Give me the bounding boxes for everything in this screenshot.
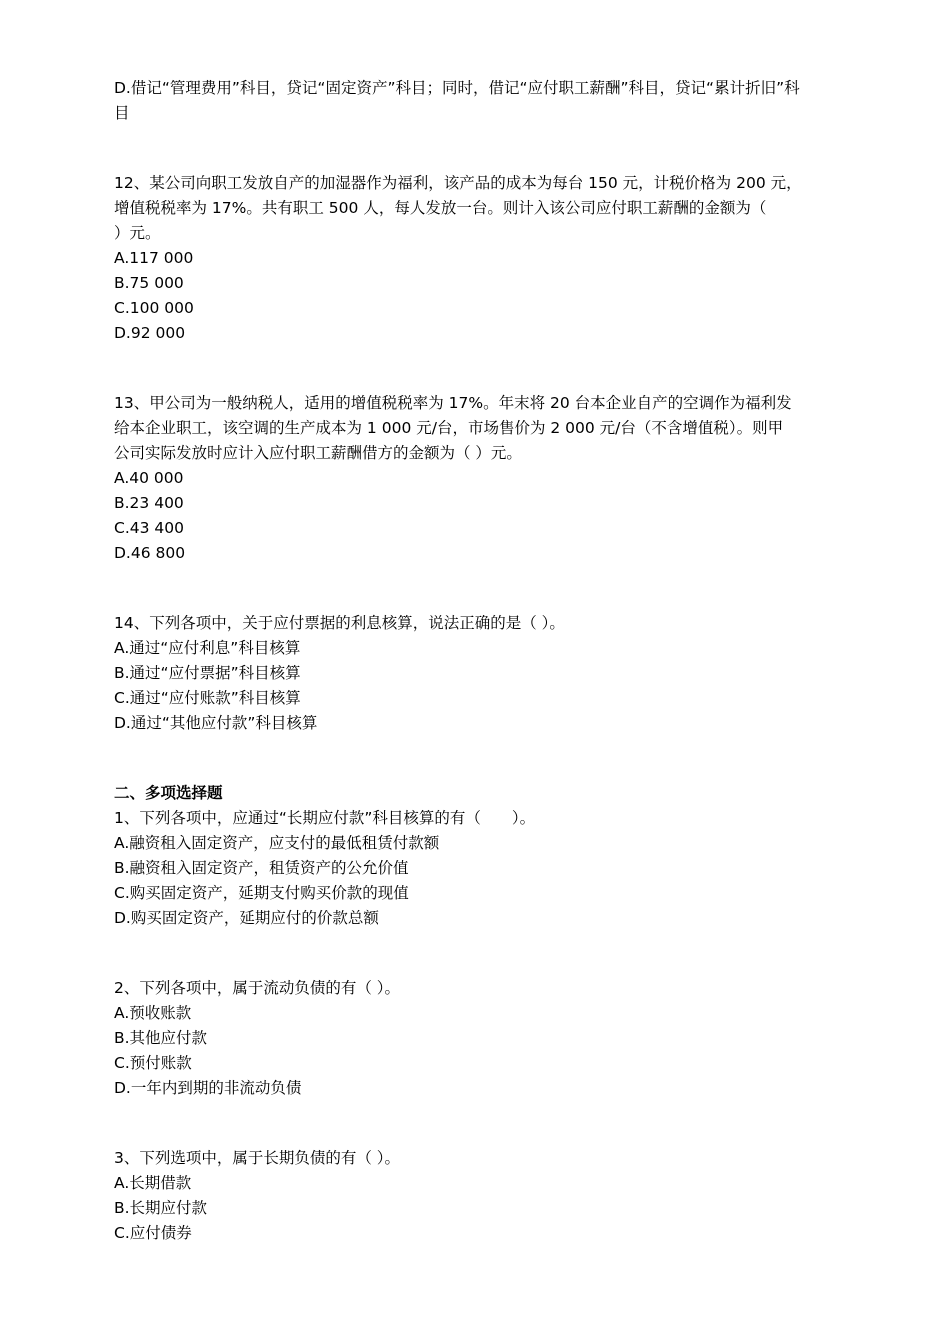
option-d: D.92 000 bbox=[114, 324, 186, 342]
question-14 bbox=[114, 611, 836, 736]
option-d: D.46 800 bbox=[114, 544, 186, 562]
question-13 bbox=[114, 391, 836, 566]
question-stem: 2、下列各项中，属于流动负债的有（ ）。 bbox=[114, 979, 401, 997]
question-stem: 13、甲公司为一般纳税人，适用的增值税税率为 17%。年末将 20 台本企业自产的空调作为福利发 bbox=[114, 394, 792, 412]
option-b: B.融资租入固定资产，租赁资产的公允价值 bbox=[114, 859, 409, 877]
question-m2 bbox=[114, 976, 836, 1101]
question-stem: 给本企业职工，该空调的生产成本为 1 000 元/台，市场售价为 2 000 元/台（不含增值税）。则甲 bbox=[114, 419, 784, 437]
question-stem: 公司实际发放时应计入应付职工薪酬借方的金额为（ ）元。 bbox=[114, 444, 522, 462]
option-b: B.通过“应付票据”科目核算 bbox=[114, 664, 301, 682]
option-b: B.23 400 bbox=[114, 494, 184, 512]
option-c: C.应付债券 bbox=[114, 1224, 192, 1242]
section-heading: 二、多项选择题 bbox=[114, 784, 223, 802]
option-c: C.通过“应付账款”科目核算 bbox=[114, 689, 301, 707]
option-c: C.预付账款 bbox=[114, 1054, 192, 1072]
option-a: A.长期借款 bbox=[114, 1174, 192, 1192]
option-c: C.43 400 bbox=[114, 519, 184, 537]
question-stem: 12、某公司向职工发放自产的加湿器作为福利，该产品的成本为每台 150 元，计税价格为 200 元， bbox=[114, 174, 802, 192]
option-a: A.117 000 bbox=[114, 249, 194, 267]
option-c: C.100 000 bbox=[114, 299, 194, 317]
option-a: A.通过“应付利息”科目核算 bbox=[114, 639, 301, 657]
document-page bbox=[114, 76, 836, 1246]
option-b: B.长期应付款 bbox=[114, 1199, 208, 1217]
question-stem: 14、下列各项中，关于应付票据的利息核算，说法正确的是（ ）。 bbox=[114, 614, 565, 632]
question-m3 bbox=[114, 1146, 836, 1246]
option-d: D.通过“其他应付款”科目核算 bbox=[114, 714, 318, 732]
option-b: B.其他应付款 bbox=[114, 1029, 208, 1047]
question-stem: 1、下列各项中，应通过“长期应付款”科目核算的有（ ）。 bbox=[114, 809, 536, 827]
question-stem: ）元。 bbox=[114, 224, 161, 242]
option-d: D.借记“管理费用”科目，贷记“固定资产”科目；同时，借记“应付职工薪酬”科目，贷记“累计折旧”科 bbox=[114, 79, 800, 97]
option-d: D.一年内到期的非流动负债 bbox=[114, 1079, 302, 1097]
question-stem: 3、下列选项中，属于长期负债的有（ ）。 bbox=[114, 1149, 401, 1167]
option-a: A.预收账款 bbox=[114, 1004, 192, 1022]
question-stem: 增值税税率为 17%。共有职工 500 人，每人发放一台。则计入该公司应付职工薪酬的金额为（ bbox=[114, 199, 767, 217]
question-12 bbox=[114, 171, 836, 346]
option-a: A.融资租入固定资产，应支付的最低租赁付款额 bbox=[114, 834, 440, 852]
option-a: A.40 000 bbox=[114, 469, 184, 487]
option-d-continuation: 目 bbox=[114, 104, 130, 122]
option-c: C.购买固定资产，延期支付购买价款的现值 bbox=[114, 884, 409, 902]
question-m1 bbox=[114, 806, 836, 931]
option-d: D.购买固定资产，延期应付的价款总额 bbox=[114, 909, 379, 927]
option-b: B.75 000 bbox=[114, 274, 184, 292]
